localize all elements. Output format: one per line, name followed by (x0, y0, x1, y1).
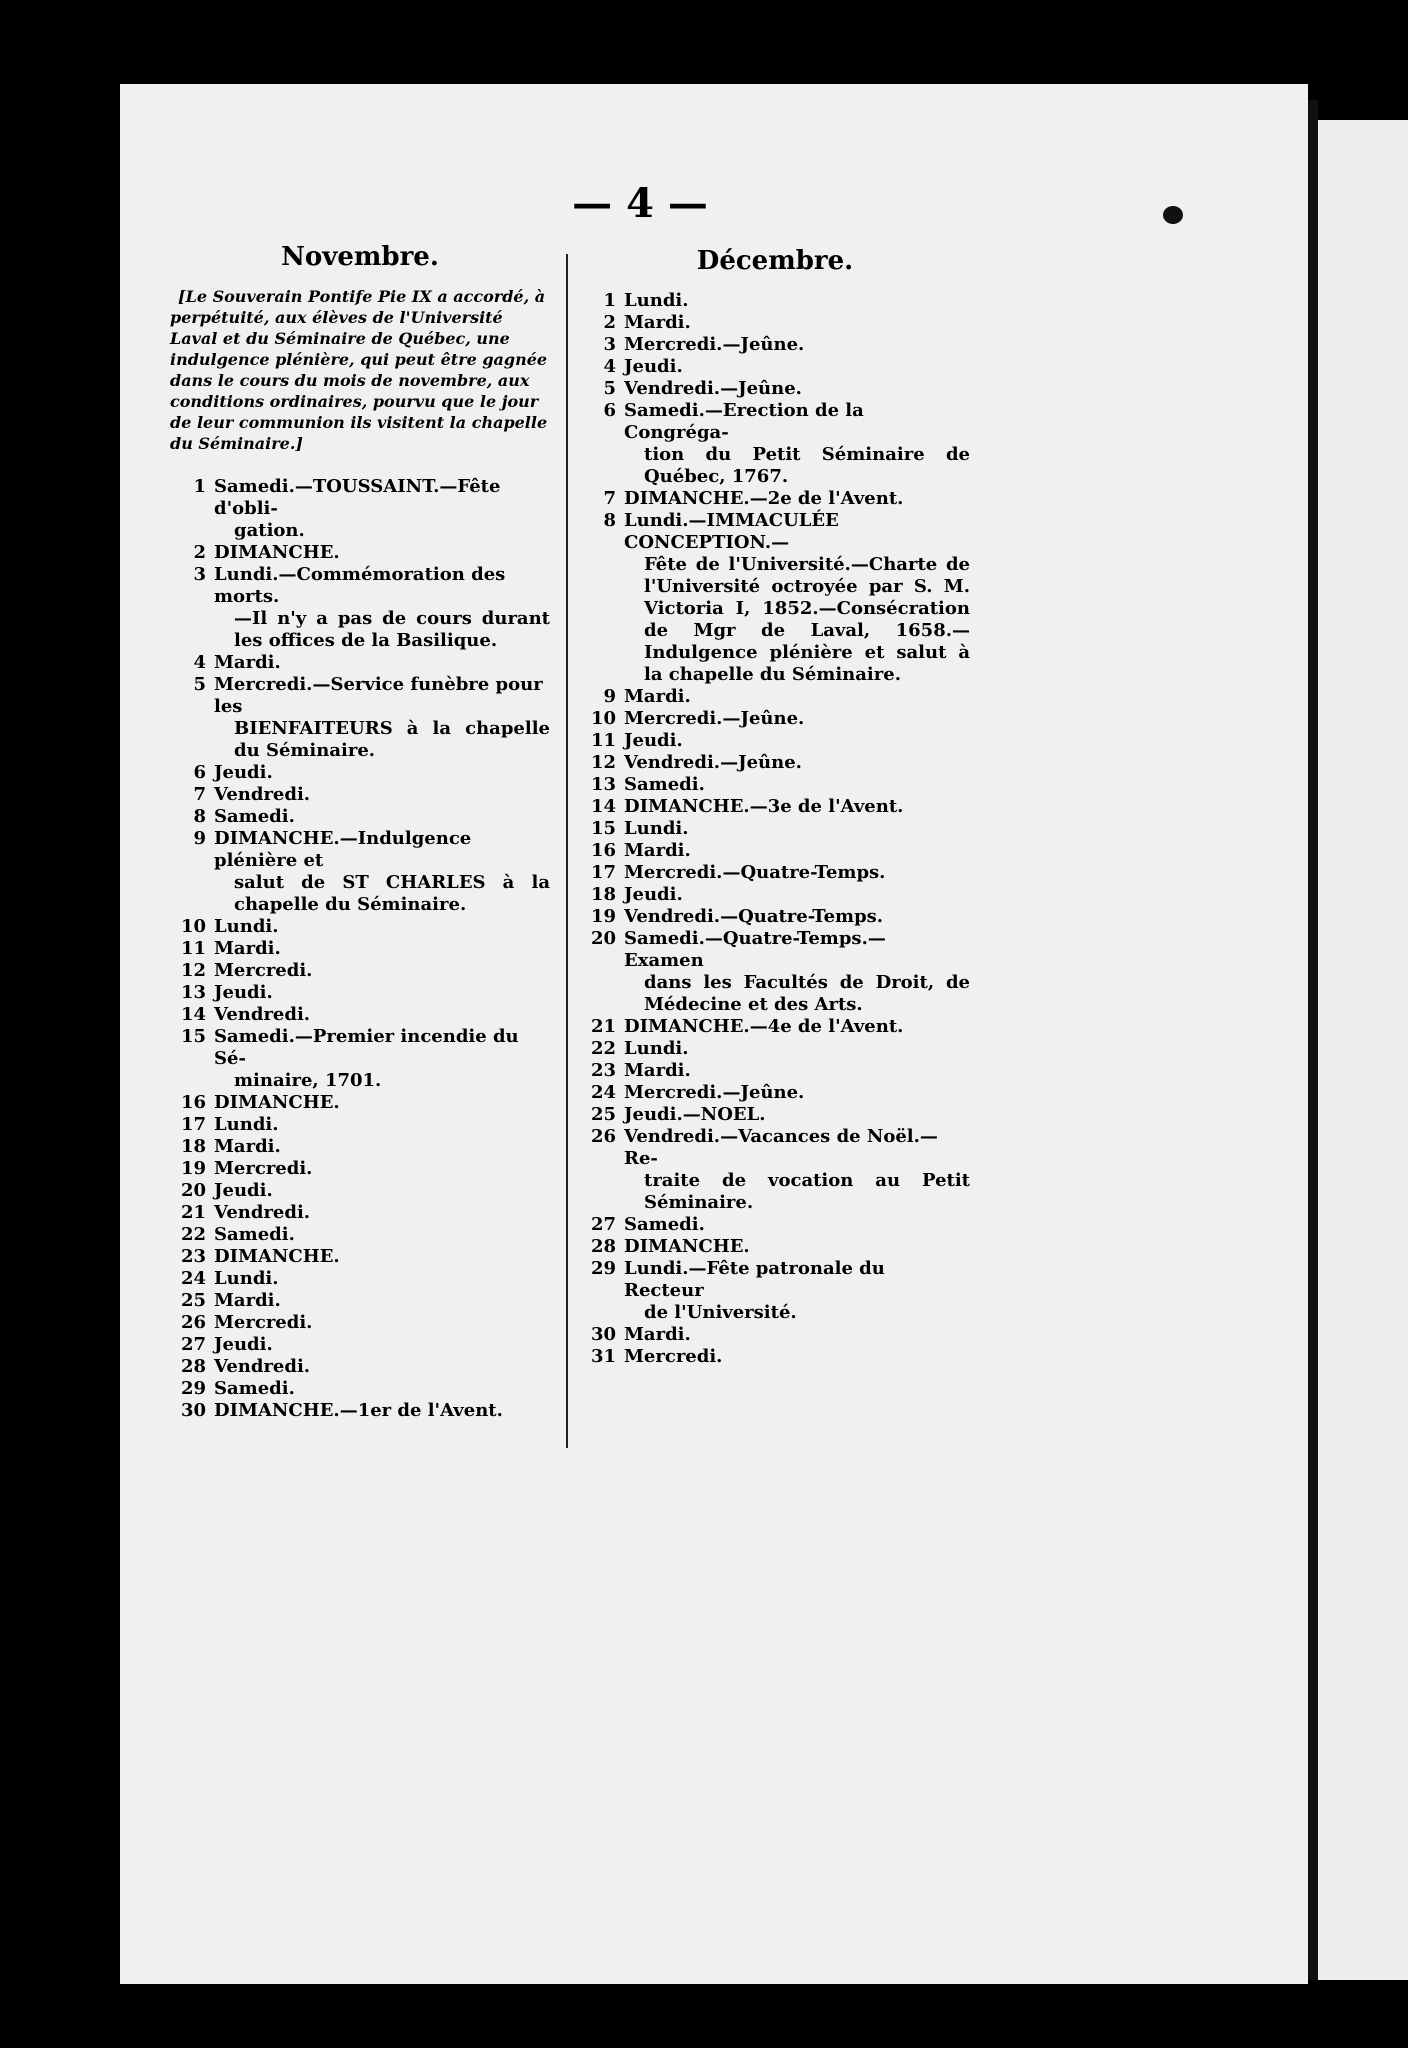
day-entry (170, 1312, 550, 1334)
day-text-continuation: tion du Petit Séminaire de Québec, 1767. (644, 444, 970, 487)
day-text-line: Jeudi. (624, 884, 683, 905)
day-text (624, 1104, 970, 1126)
day-entry (580, 1236, 970, 1258)
day-number: 28 (590, 1236, 616, 1257)
day-text-line: Mercredi. (214, 960, 313, 981)
day-number: 2 (193, 542, 206, 563)
day-text (624, 1324, 970, 1346)
day-entry (580, 1324, 970, 1346)
day-text-line: Vendredi. (214, 1004, 311, 1025)
day-entry (170, 938, 550, 960)
indulgence-note: [Le Souverain Pontife Pie IX a accordé, à perpétuité, aux élèves de l'Université Laval et du Séminaire de Québec, une indulgence plénière, qui peut être gagnée dans le cours du mois de novembre, aux conditions ordinaires, pourvu que le jour de leur communion ils visitent la chapelle du Séminaire.] (170, 287, 548, 453)
day-number: 11 (180, 938, 206, 959)
day-entry (170, 1378, 550, 1400)
day-text (624, 730, 970, 752)
day-number: 10 (590, 708, 616, 729)
day-entry (170, 564, 550, 652)
day-number: 23 (180, 1246, 206, 1267)
day-entry (170, 762, 550, 784)
day-entry (170, 1004, 550, 1026)
day-text-line: Jeudi. (214, 762, 273, 783)
day-text-line: Mercredi.—Jeûne. (624, 334, 805, 355)
day-number: 14 (180, 1004, 206, 1025)
day-text-continuation: —Il n'y a pas de cours durant les offices de la Basilique. (234, 608, 550, 651)
day-entry (580, 1060, 970, 1082)
day-text-line: Lundi. (214, 1268, 279, 1289)
day-text-line: Samedi.—Quatre-Temps.— Examen (624, 928, 886, 971)
day-text (624, 312, 970, 334)
day-number: 29 (180, 1378, 206, 1399)
day-number: 9 (603, 686, 616, 707)
day-entry (170, 1026, 550, 1092)
day-text-line: Jeudi. (214, 1334, 273, 1355)
day-text (214, 1158, 550, 1180)
day-number: 21 (590, 1016, 616, 1037)
day-entry (170, 784, 550, 806)
day-entry (170, 828, 550, 916)
day-text-line: Mardi. (214, 938, 281, 959)
day-text (214, 762, 550, 784)
day-text-line: Jeudi. (214, 1180, 273, 1201)
day-text (214, 1378, 550, 1400)
day-text (214, 1224, 550, 1246)
day-number: 19 (180, 1158, 206, 1179)
day-text-line: Vendredi. (214, 1356, 311, 1377)
day-text (214, 1026, 550, 1092)
day-entry (580, 928, 970, 1016)
day-number: 7 (193, 784, 206, 805)
day-text-line: Jeudi.—NOEL. (624, 1104, 766, 1125)
day-text-line: Lundi.—Commémoration des morts. (214, 564, 506, 607)
day-number: 20 (590, 928, 616, 949)
day-entry (580, 1082, 970, 1104)
day-number: 14 (590, 796, 616, 817)
day-text (214, 916, 550, 938)
day-text-line: Mardi. (214, 1290, 281, 1311)
day-entry (170, 916, 550, 938)
day-text-line: Mercredi.—Quatre-Temps. (624, 862, 886, 883)
day-number: 11 (590, 730, 616, 751)
day-number: 25 (180, 1290, 206, 1311)
day-text (624, 1214, 970, 1236)
day-text-line: Lundi.—Fête patronale du Recteur (624, 1258, 885, 1301)
day-entry (580, 1214, 970, 1236)
day-entry (170, 1136, 550, 1158)
day-entry (170, 1356, 550, 1378)
day-text (214, 960, 550, 982)
day-number: 15 (590, 818, 616, 839)
day-text-line: Mardi. (624, 1060, 691, 1081)
day-text (624, 686, 970, 708)
day-text-line: Lundi.—IMMACULÉE CONCEPTION.— (624, 510, 839, 553)
day-text-line: DIMANCHE.—Indulgence plénière et (214, 828, 472, 871)
day-entry (580, 884, 970, 906)
day-number: 17 (180, 1114, 206, 1135)
day-text-line: Samedi.—Premier incendie du Sé- (214, 1026, 519, 1069)
day-entry (580, 1016, 970, 1038)
day-number: 3 (193, 564, 206, 585)
day-text (214, 1312, 550, 1334)
day-text-line: Lundi. (214, 916, 279, 937)
day-entry (580, 752, 970, 774)
day-text-line: DIMANCHE. (214, 542, 340, 563)
day-number: 22 (180, 1224, 206, 1245)
day-text (214, 476, 550, 542)
day-text (624, 356, 970, 378)
day-text-continuation: gation. (234, 520, 305, 541)
day-number: 1 (603, 290, 616, 311)
day-text-line: Mardi. (624, 1324, 691, 1345)
day-number: 9 (193, 828, 206, 849)
day-text (624, 1016, 970, 1038)
day-text-line: Vendredi.—Vacances de Noël.—Re- (624, 1126, 938, 1169)
day-entry (170, 1334, 550, 1356)
day-text (624, 378, 970, 400)
day-entry (580, 906, 970, 928)
day-entry (580, 686, 970, 708)
day-entry (580, 1126, 970, 1214)
day-number: 16 (590, 840, 616, 861)
adjacent-page-strip (1318, 120, 1408, 1980)
day-entry (580, 378, 970, 400)
day-text-line: Samedi.—TOUSSAINT.—Fête d'obli- (214, 476, 501, 519)
day-text (624, 1126, 970, 1214)
day-text (214, 652, 550, 674)
day-number: 21 (180, 1202, 206, 1223)
column-divider (566, 254, 568, 1448)
day-entry (170, 476, 550, 542)
ink-blot (1163, 206, 1183, 224)
day-text-line: Mercredi.—Jeûne. (624, 708, 805, 729)
day-text (214, 806, 550, 828)
day-number: 20 (180, 1180, 206, 1201)
day-entry (170, 1202, 550, 1224)
month-heading-november: Novembre. (281, 242, 439, 272)
day-text-continuation: de l'Université. (644, 1302, 797, 1323)
day-text-line: Mercredi.—Jeûne. (624, 1082, 805, 1103)
day-number: 29 (590, 1258, 616, 1279)
day-text (214, 1004, 550, 1026)
day-number: 13 (590, 774, 616, 795)
page-edge (1308, 100, 1318, 1980)
day-entry (580, 862, 970, 884)
day-number: 6 (193, 762, 206, 783)
page-number: — 4 — (572, 180, 708, 227)
day-entry (580, 510, 970, 686)
day-text (624, 1038, 970, 1060)
day-text (214, 564, 550, 652)
day-number: 25 (590, 1104, 616, 1125)
day-text (214, 1290, 550, 1312)
day-text (214, 1334, 550, 1356)
day-text-line: Mardi. (624, 840, 691, 861)
day-number: 5 (603, 378, 616, 399)
day-entry (170, 1158, 550, 1180)
day-number: 23 (590, 1060, 616, 1081)
day-number: 8 (193, 806, 206, 827)
day-number: 4 (193, 652, 206, 673)
day-number: 2 (603, 312, 616, 333)
day-text-line: Lundi. (624, 1038, 689, 1059)
day-number: 22 (590, 1038, 616, 1059)
day-text (624, 840, 970, 862)
day-text-line: DIMANCHE.—1er de l'Avent. (214, 1400, 503, 1421)
day-text (214, 1180, 550, 1202)
november-column (170, 242, 550, 1422)
day-entry (580, 290, 970, 312)
day-entry (580, 356, 970, 378)
day-number: 15 (180, 1026, 206, 1047)
december-column (580, 246, 970, 1368)
day-entry (580, 334, 970, 356)
day-text (624, 1060, 970, 1082)
day-text (624, 488, 970, 510)
day-number: 30 (180, 1400, 206, 1421)
day-entry (170, 674, 550, 762)
day-text-continuation: Fête de l'Université.—Charte de l'Université octroyée par S. M. Victoria I, 1852.—Consécration de Mgr de Laval, 1658.—Indulgence plénière et salut à la chapelle du Séminaire. (644, 554, 970, 685)
day-entry (170, 1290, 550, 1312)
day-text (624, 1258, 970, 1324)
day-entry (580, 796, 970, 818)
day-text (214, 1202, 550, 1224)
day-number: 31 (590, 1346, 616, 1367)
day-text-line: Samedi. (624, 1214, 705, 1235)
day-text (214, 828, 550, 916)
day-text (624, 774, 970, 796)
day-entry (170, 982, 550, 1004)
day-text-line: Mardi. (624, 686, 691, 707)
day-entry (170, 1180, 550, 1202)
day-text-line: Mardi. (214, 652, 281, 673)
day-number: 5 (193, 674, 206, 695)
day-entry (580, 488, 970, 510)
day-text-line: Mercredi. (214, 1158, 313, 1179)
day-entry (580, 818, 970, 840)
day-text (214, 1356, 550, 1378)
day-text (624, 1346, 970, 1368)
day-number: 28 (180, 1356, 206, 1377)
day-text (214, 674, 550, 762)
day-number: 12 (590, 752, 616, 773)
day-text-line: DIMANCHE.—2e de l'Avent. (624, 488, 904, 509)
day-text-line: Lundi. (624, 290, 689, 311)
day-entry (170, 1092, 550, 1114)
day-text (624, 928, 970, 1016)
day-text (214, 784, 550, 806)
day-text-line: Mercredi. (214, 1312, 313, 1333)
day-entry (170, 806, 550, 828)
day-text (214, 982, 550, 1004)
day-number: 1 (193, 476, 206, 497)
day-text-continuation: salut de ST CHARLES à la chapelle du Séminaire. (234, 872, 550, 915)
day-number: 27 (180, 1334, 206, 1355)
day-entry (580, 1038, 970, 1060)
day-text (624, 1236, 970, 1258)
day-text (624, 884, 970, 906)
day-number: 10 (180, 916, 206, 937)
day-text (214, 1092, 550, 1114)
day-text (214, 1400, 550, 1422)
day-text-line: Jeudi. (624, 356, 683, 377)
day-text-line: Vendredi.—Quatre-Temps. (624, 906, 884, 927)
day-text-line: Mercredi.—Service funèbre pour les (214, 674, 543, 717)
day-text (624, 906, 970, 928)
day-text (214, 1246, 550, 1268)
day-text (624, 510, 970, 686)
day-text (624, 818, 970, 840)
day-number: 26 (590, 1126, 616, 1147)
day-text (214, 542, 550, 564)
day-number: 6 (603, 400, 616, 421)
day-text-continuation: BIENFAITEURS à la chapelle du Séminaire. (234, 718, 550, 761)
day-number: 24 (180, 1268, 206, 1289)
day-text-line: Mardi. (624, 312, 691, 333)
day-text-line: Samedi. (214, 1224, 295, 1245)
day-entry (580, 1258, 970, 1324)
day-text-line: DIMANCHE. (214, 1092, 340, 1113)
day-text-line: Samedi. (214, 1378, 295, 1399)
day-text-line: Vendredi.—Jeûne. (624, 752, 802, 773)
day-number: 13 (180, 982, 206, 1003)
day-number: 19 (590, 906, 616, 927)
month-heading-december: Décembre. (696, 246, 854, 276)
day-entry (580, 774, 970, 796)
day-text-continuation: dans les Facultés de Droit, de Médecine et des Arts. (644, 972, 970, 1015)
day-entry (170, 1268, 550, 1290)
day-text-line: Jeudi. (214, 982, 273, 1003)
day-number: 4 (603, 356, 616, 377)
day-text-line: Samedi.—Erection de la Congréga- (624, 400, 864, 443)
day-number: 7 (603, 488, 616, 509)
day-text (214, 1136, 550, 1158)
november-day-list (170, 476, 550, 1422)
day-text-line: DIMANCHE.—4e de l'Avent. (624, 1016, 904, 1037)
day-entry (580, 730, 970, 752)
day-text-line: Lundi. (624, 818, 689, 839)
day-text-line: Samedi. (214, 806, 295, 827)
day-entry (170, 1400, 550, 1422)
day-entry (580, 400, 970, 488)
day-text (624, 796, 970, 818)
day-text-line: DIMANCHE.—3e de l'Avent. (624, 796, 904, 817)
day-text (624, 862, 970, 884)
day-text (624, 752, 970, 774)
day-entry (580, 1346, 970, 1368)
day-text-line: Vendredi. (214, 1202, 311, 1223)
day-number: 17 (590, 862, 616, 883)
day-entry (170, 652, 550, 674)
day-entry (580, 840, 970, 862)
day-number: 12 (180, 960, 206, 981)
day-text-continuation: traite de vocation au Petit Séminaire. (644, 1170, 970, 1213)
day-text-line: DIMANCHE. (214, 1246, 340, 1267)
day-text (214, 1114, 550, 1136)
day-text (624, 708, 970, 730)
day-entry (170, 1114, 550, 1136)
day-text-line: DIMANCHE. (624, 1236, 750, 1257)
day-number: 8 (603, 510, 616, 531)
day-number: 16 (180, 1092, 206, 1113)
day-text-line: Vendredi.—Jeûne. (624, 378, 802, 399)
day-entry (580, 312, 970, 334)
december-day-list (580, 290, 970, 1368)
day-number: 26 (180, 1312, 206, 1333)
day-text-continuation: minaire, 1701. (234, 1070, 382, 1091)
day-number: 27 (590, 1214, 616, 1235)
day-entry (580, 1104, 970, 1126)
day-entry (580, 708, 970, 730)
day-text (624, 400, 970, 488)
day-text-line: Mardi. (214, 1136, 281, 1157)
day-entry (170, 1224, 550, 1246)
day-text-line: Lundi. (214, 1114, 279, 1135)
day-text-line: Vendredi. (214, 784, 311, 805)
day-entry (170, 542, 550, 564)
day-number: 18 (590, 884, 616, 905)
day-number: 3 (603, 334, 616, 355)
day-number: 24 (590, 1082, 616, 1103)
day-entry (170, 960, 550, 982)
day-number: 30 (590, 1324, 616, 1345)
day-text (624, 1082, 970, 1104)
day-text-line: Mercredi. (624, 1346, 723, 1367)
day-number: 18 (180, 1136, 206, 1157)
day-entry (170, 1246, 550, 1268)
day-text (624, 290, 970, 312)
day-text (214, 1268, 550, 1290)
day-text (624, 334, 970, 356)
day-text (214, 938, 550, 960)
day-text-line: Jeudi. (624, 730, 683, 751)
day-text-line: Samedi. (624, 774, 705, 795)
